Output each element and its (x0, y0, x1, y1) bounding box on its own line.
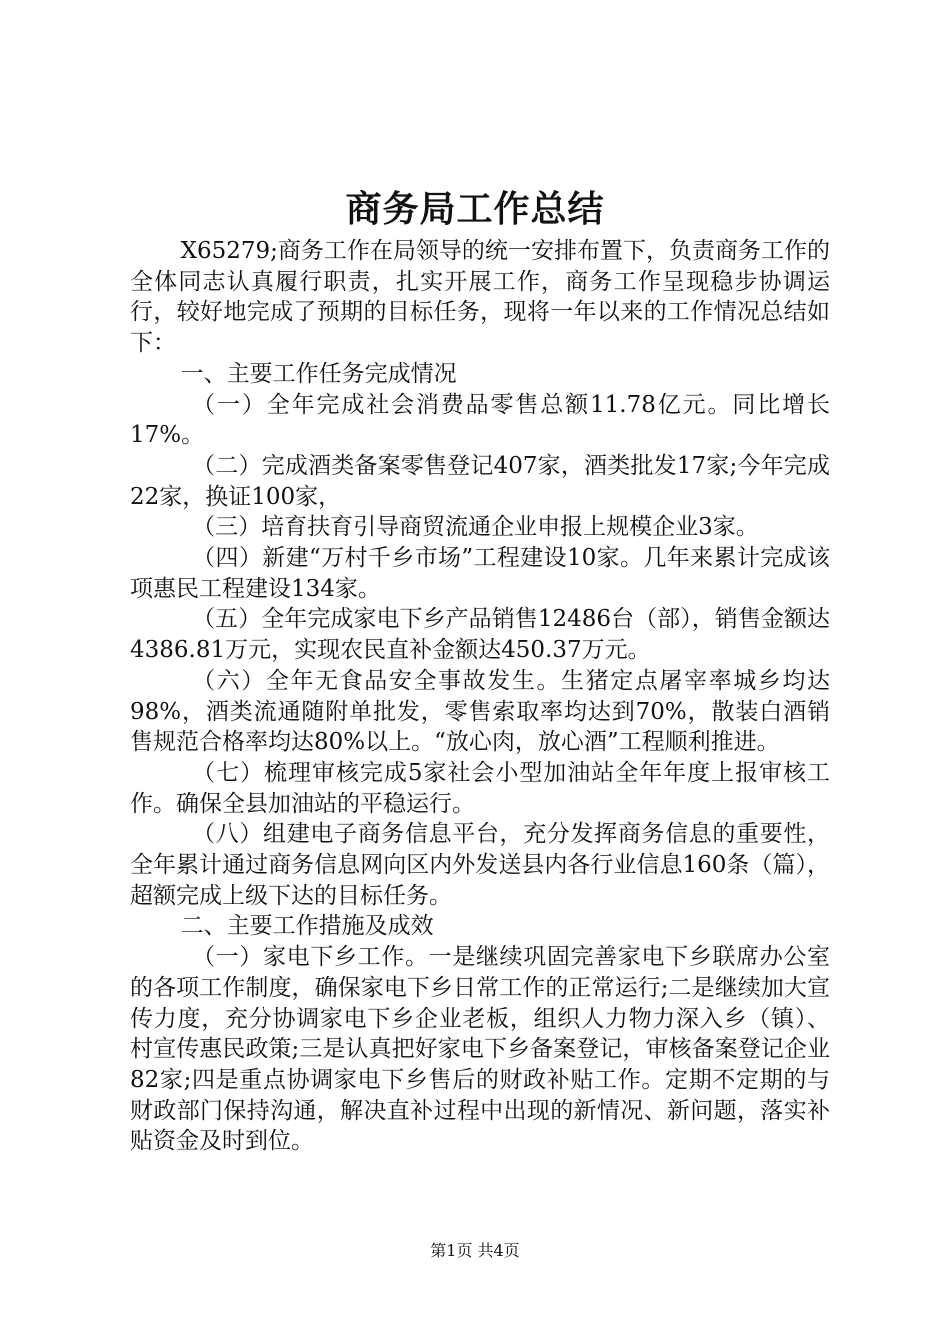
item-paragraph-2: （二）完成酒类备案零售登记407家，酒类批发17家;今年完成22家，换证100家， (130, 452, 830, 510)
measure-paragraph-1: （一）家电下乡工作。一是继续巩固完善家电下乡联席办公室的各项工作制度，确保家电下乡日常工作的正常运行;二是继续加大宣传力度，充分协调家电下乡企业老板，组织人力物力深入乡（镇）、村宣传惠民政策;三是认真把好家电下乡备案登记，审核备案登记企业82家;四是重点协调家电下乡售后的财政补贴工作。定期不定期的与财政部门保持沟通，解决直补过程中出现的新情况、新问题，落实补贴资金及时到位。 (130, 944, 830, 1155)
page-number: 第1页 共4页 (430, 1241, 520, 1260)
item-paragraph-4: （四）新建“万村千乡市场”工程建设10家。几年来累计完成该项惠民工程建设134家。 (130, 545, 830, 602)
item-paragraph-6: （六）全年无食品安全事故发生。生猪定点屠宰率城乡均达98%，酒类流通随附单批发，零售索取率均达到70%，散装白酒销售规范合格率均达80%以上。“放心肉，放心酒”工程顺利推进。 (130, 667, 830, 756)
section-heading-2: 二、主要工作措施及成效 (180, 913, 434, 940)
section-heading-1: 一、主要工作任务完成情况 (180, 360, 457, 387)
item-paragraph-8: （八）组建电子商务信息平台，充分发挥商务信息的重要性，全年累计通过商务信息网向区内外发送县内各行业信息160条（篇），超额完成上级下达的目标任务。 (130, 821, 830, 909)
item-paragraph-5: （五）全年完成家电下乡产品销售12486台（部），销售金额达4386.81万元，实现农民直补金额达450.37万元。 (130, 606, 830, 664)
intro-paragraph: X65279;商务工作在局领导的统一安排布置下，负责商务工作的全体同志认真履行职责，扎实开展工作，商务工作呈现稳步协调运行，较好地完成了预期的目标任务，现将一年以来的工作情况总结如下： (130, 238, 830, 357)
item-paragraph-7: （七）梳理审核完成5家社会小型加油站全年年度上报审核工作。确保全县加油站的平稳运行。 (130, 759, 830, 817)
document-title: 商务局工作总结 (345, 188, 605, 230)
document-body (130, 236, 830, 1157)
item-paragraph-1: （一）全年完成社会消费品零售总额11.78亿元。同比增长17%。 (130, 391, 830, 449)
item-paragraph-3: （三）培育扶育引导商贸流通企业申报上规模企业3家。 (192, 514, 759, 541)
